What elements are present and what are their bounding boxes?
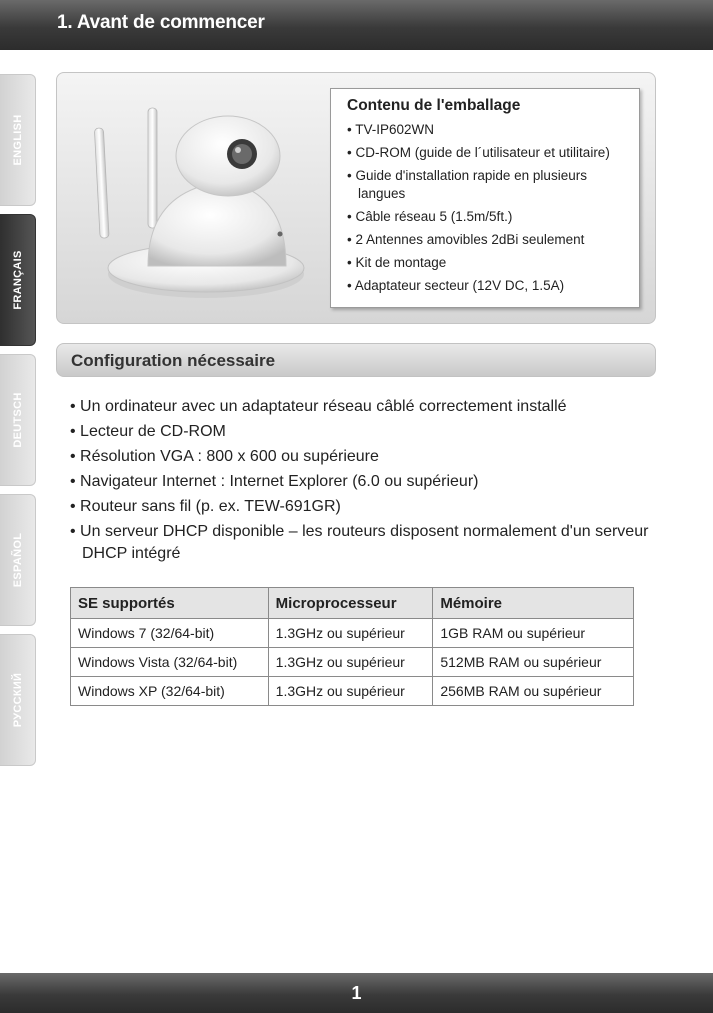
list-item: • Lecteur de CD-ROM (70, 421, 650, 443)
list-item: • Kit de montage (347, 254, 633, 272)
ip-camera-image (78, 96, 318, 306)
table-cell: 1.3GHz ou supérieur (268, 619, 433, 648)
table-row (71, 648, 634, 677)
list-item: • Résolution VGA : 800 x 600 ou supérieure (70, 446, 650, 468)
table-cell: Windows 7 (32/64-bit) (71, 619, 269, 648)
tab-english[interactable] (0, 74, 36, 206)
list-item: • Câble réseau 5 (1.5m/5ft.) (347, 208, 633, 226)
table-cell: 256MB RAM ou supérieur (433, 677, 634, 706)
header-cpu: Microprocesseur (268, 588, 433, 619)
page-title: 1. Avant de commencer (57, 12, 265, 33)
list-item: • Navigateur Internet : Internet Explorer (6.0 ou supérieur) (70, 471, 650, 493)
table-cell: 1GB RAM ou supérieur (433, 619, 634, 648)
tab-francais[interactable] (0, 214, 36, 346)
header-memory: Mémoire (433, 588, 634, 619)
list-item: • Guide d'installation rapide en plusieurs langues (347, 167, 633, 203)
tab-russian[interactable] (0, 634, 36, 766)
requirements-section-bar (56, 343, 656, 377)
table-row (71, 677, 634, 706)
list-item: • Un serveur DHCP disponible – les routeurs disposent normalement d'un serveur DHCP intégré (70, 521, 650, 565)
tab-espanol[interactable] (0, 494, 36, 626)
package-contents-title: Contenu de l'emballage (347, 97, 521, 114)
tab-label: ESPAÑOL (11, 532, 24, 588)
list-item: • TV-IP602WN (347, 121, 633, 139)
list-item: • 2 Antennes amovibles 2dBi seulement (347, 231, 633, 249)
table-cell: 1.3GHz ou supérieur (268, 677, 433, 706)
table-cell: Windows Vista (32/64-bit) (71, 648, 269, 677)
header-bar (0, 0, 713, 50)
page-number: 1 (351, 983, 362, 1003)
table-cell: Windows XP (32/64-bit) (71, 677, 269, 706)
list-item: • Adaptateur secteur (12V DC, 1.5A) (347, 277, 633, 295)
package-contents-box (330, 88, 640, 308)
requirements-title: Configuration nécessaire (71, 351, 276, 370)
tab-label: DEUTSCH (11, 392, 24, 448)
tab-label: ENGLISH (11, 114, 24, 166)
requirements-list (70, 396, 650, 568)
tab-label: РУССКИЙ (11, 672, 24, 728)
list-item: • CD-ROM (guide de l´utilisateur et utilitaire) (347, 144, 633, 162)
table-cell: 1.3GHz ou supérieur (268, 648, 433, 677)
tab-label: FRANÇAIS (11, 250, 24, 310)
os-requirements-table (70, 587, 634, 706)
tab-deutsch[interactable] (0, 354, 36, 486)
list-item: • Un ordinateur avec un adaptateur réseau câblé correctement installé (70, 396, 650, 418)
table-row (71, 619, 634, 648)
footer-bar (0, 973, 713, 1013)
header-os: SE supportés (71, 588, 269, 619)
table-cell: 512MB RAM ou supérieur (433, 648, 634, 677)
table-header-row (71, 588, 634, 619)
list-item: • Routeur sans fil (p. ex. TEW-691GR) (70, 496, 650, 518)
package-contents-list (347, 121, 633, 300)
